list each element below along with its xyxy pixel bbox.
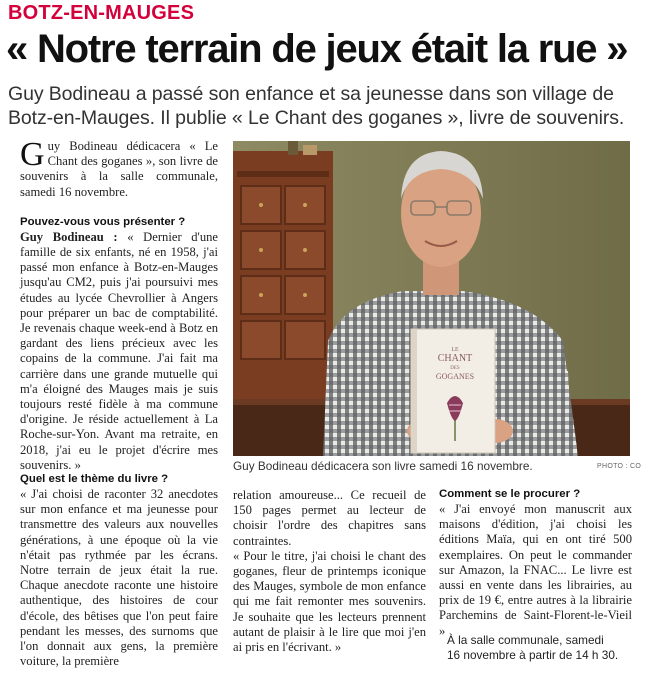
intro-paragraph [20, 136, 218, 200]
article-deck: Guy Bodineau a passé son enfance et sa jeunesse dans son village de Botz-en-Mauges. Il publie « Le Chant des goganes », livre de souvenirs. [8, 83, 625, 129]
book-title-chant: CHANT [437, 353, 473, 364]
book-title-le: LE [451, 347, 459, 353]
intro-text: uy Bodineau dédicacera « Le Chant des goganes », son livre de souvenirs à la salle communale, samedi 16 novembre. [20, 139, 218, 199]
answer-theme-part3: « Pour le titre, j'ai choisi le chant des goganes, fleur de printemps iconique des Mauges, symbole de mon enfance qui me fait remonter mes souvenirs. Je souhaite que les lecteurs prennent autant de plaisir à le lire que moi j'en ai pris en l'écrivant. » [233, 548, 426, 655]
article-photo [233, 141, 630, 456]
book-title-des: DES [450, 366, 460, 371]
answer-theme-part1: « J'ai choisi de raconter 32 anecdotes sur mon enfance et ma jeunesse pour transmettre des valeurs aux nouvelles générations, à une époque où la vie n'était pas rythmée par les écrans. Notre terrain de jeux était la rue. Chaque anecdote raconte une histoire authentique, des histoires de cour d'école, des bêtises que l'on peut faire pendant les messes, des surnoms que l'on donnait aux gens, la première voiture, la première [20, 487, 218, 669]
column-1 [20, 136, 219, 473]
answer-presentation [20, 230, 218, 473]
speaker-name: Guy Bodineau : [20, 229, 118, 244]
column-1-lower [20, 472, 218, 669]
column-2 [233, 488, 426, 655]
headline: « Notre terrain de jeux était la rue » [6, 27, 628, 71]
section-kicker: BOTZ-EN-MAUGES [8, 2, 195, 24]
question-procurer: Comment se le procurer ? [439, 488, 581, 500]
answer-procurer: « J'ai envoyé mon manuscrit aux maisons d'édition, j'ai choisi les éditions Maïa, qui en ont tiré 500 exemplaires. On peut le commander sur Amazon, la FNAC... Le livre est aussi en vente dans les librairies, au prix de 19 €, entre autres à la librairie Parchemins de Saint-Florent-le-Vieil » [439, 502, 632, 638]
column-3 [439, 487, 632, 639]
question-theme: Quel est le thème du livre ? [20, 473, 169, 485]
question-presentation: Pouvez-vous vous présenter ? [20, 215, 186, 228]
answer-theme-part2: relation amoureuse... Ce recueil de 150 pages permet au lecteur de choisir l'ordre des chapitres sans contraintes. [233, 488, 426, 548]
event-info [447, 633, 618, 663]
drop-cap: G [20, 136, 45, 173]
book-title-goganes: GOGANES [435, 372, 475, 381]
photo-credit: PHOTO : CO [597, 463, 642, 470]
event-info-line1: À la salle communale, samedi [447, 633, 604, 647]
answer-presentation-text: « Dernier d'une famille de six enfants, né en 1958, j'ai passé mon enfance à Botz-en-Mauges jusqu'au CM2, puis j'ai poursuivi mes études au lycée Chevrollier à Angers pour préparer un bac de comptabilité. Je revenais chaque week-end à Botz en gardant des liens précieux avec les copains de la commune. J'ai fait ma carrière dans une grande mutuelle qui m'a éloigné des Mauges mais je suis toujours resté fidèle à ma commune d'origine. Je réside actuellement à La Roche-sur-Yon. Avant ma retraite, en 2018, j'ai eu le projet d'écrire mes souvenirs. » [20, 229, 219, 472]
event-info-line2: 16 novembre à partir de 14 h 30. [447, 648, 619, 662]
photo-caption: Guy Bodineau dédicacera son livre samedi 16 novembre. [233, 459, 533, 473]
